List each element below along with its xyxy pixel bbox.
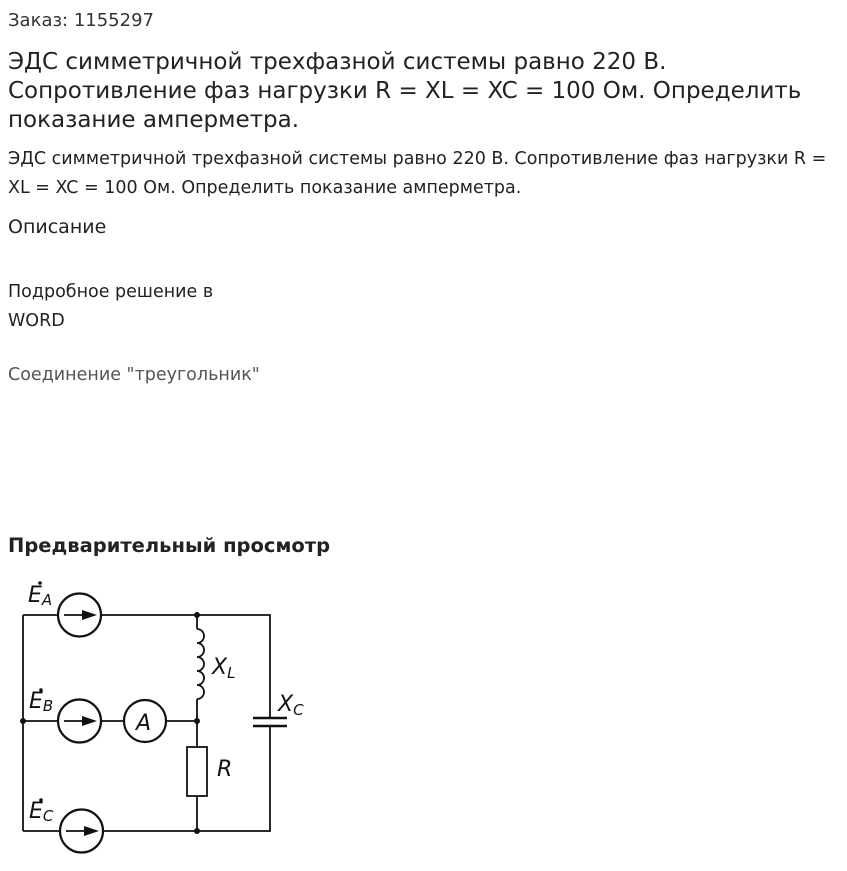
preview-heading: Предварительный просмотр xyxy=(8,534,331,557)
bottom-wire xyxy=(23,733,270,831)
label-ec: EC xyxy=(29,799,54,825)
label-xl: XL xyxy=(212,655,236,682)
node-middle xyxy=(194,718,200,724)
node-left xyxy=(20,718,26,724)
arrow-eb xyxy=(82,716,97,726)
circuit-diagram xyxy=(0,570,340,865)
task-summary: ЭДС симметричной трехфазной системы равно 220 В. Сопротивление фаз нагрузки R = XL = XC = 100 Ом. Определить показание амперметра. xyxy=(8,149,827,198)
label-ea: EA xyxy=(28,583,53,609)
label-eb: EB xyxy=(29,689,54,715)
arrow-ea xyxy=(82,610,97,620)
node-bottom xyxy=(194,828,200,834)
label-xc: XC xyxy=(278,692,304,719)
resistor xyxy=(187,747,207,796)
label-r: R xyxy=(217,757,233,782)
page-title: ЭДС симметричной трехфазной системы равно 220 В. Сопротивление фаз нагрузки R = XL = XC = 100 Ом. Определить показание амперметра. xyxy=(8,49,802,133)
node-top xyxy=(194,612,200,618)
order-number: Заказ: 1155297 xyxy=(8,10,154,31)
inductor-coil xyxy=(197,629,204,699)
description-heading: Описание xyxy=(8,216,107,238)
description-text: Подробное решение в WORD xyxy=(8,282,214,331)
arrow-ec xyxy=(84,826,99,836)
label-ammeter: A xyxy=(136,711,152,736)
description-note: Соединение "треугольник" xyxy=(8,365,260,385)
top-wire xyxy=(23,615,270,700)
